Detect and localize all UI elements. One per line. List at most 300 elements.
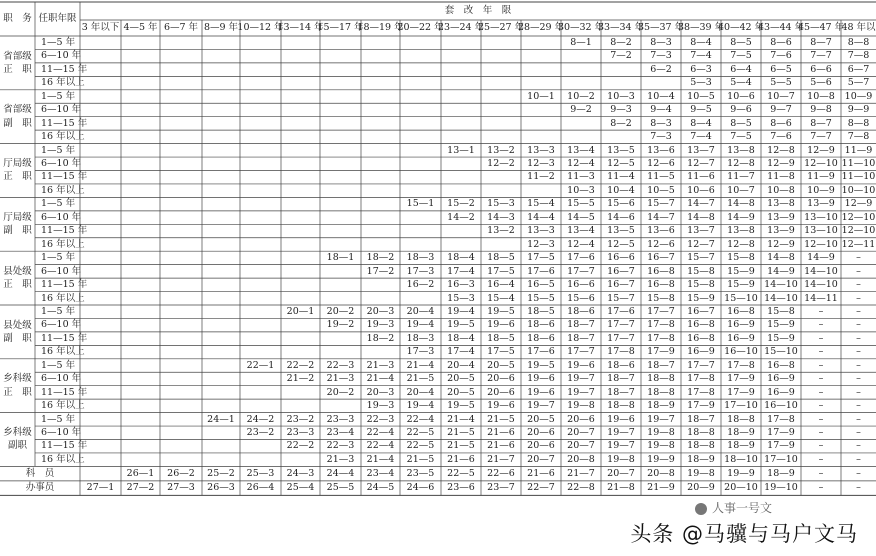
- grade-cell: 7—3: [650, 50, 672, 62]
- grade-cell: 18—7: [607, 386, 635, 398]
- grade-cell: 19—7: [607, 427, 635, 439]
- grade-cell: –: [818, 413, 824, 425]
- grade-cell: 16—4: [487, 279, 515, 291]
- grade-cell: 19—7: [607, 440, 635, 452]
- grade-cell: 22—7: [527, 482, 555, 494]
- single-row-label: 科 员: [25, 467, 55, 479]
- grade-cell: 21—5: [406, 373, 435, 385]
- grade-cell: 21—5: [487, 413, 515, 425]
- grade-cell: 11—10: [841, 158, 876, 170]
- grade-cell: 22—4: [366, 440, 395, 452]
- grade-cell: 17—5: [487, 346, 515, 358]
- grade-cell: 25—3: [246, 467, 275, 479]
- grade-cell: 14—8: [727, 198, 755, 210]
- grade-cell: 12—4: [567, 158, 595, 170]
- position-category-line: 省部级: [3, 50, 32, 62]
- grade-cell: 23—5: [406, 467, 435, 479]
- grade-cell: 19—5: [447, 319, 475, 331]
- grade-cell: 17—9: [647, 346, 675, 358]
- grade-cell: 15—9: [767, 332, 795, 344]
- grade-cell: 7—4: [690, 50, 712, 62]
- grade-cell: 18—2: [366, 252, 395, 264]
- grade-cell: 7—7: [810, 131, 832, 143]
- grade-cell: 7—5: [730, 131, 752, 143]
- grade-cell: 24—4: [326, 467, 355, 479]
- grade-cell: 18—7: [607, 373, 635, 385]
- grade-cell: 20—4: [406, 305, 435, 317]
- grade-cell: 6—7: [847, 63, 870, 75]
- sub-watermark-text: 人事一号文: [711, 501, 772, 515]
- grade-cell: 9—3: [610, 104, 632, 116]
- grade-cell: 20—8: [647, 467, 675, 479]
- tenure-label: 1—5 年: [41, 413, 76, 425]
- grade-cell: 10—6: [727, 90, 755, 102]
- grade-cell: 16—7: [687, 305, 715, 317]
- grade-cell: 22—8: [567, 482, 595, 494]
- grade-cell: 14—8: [687, 211, 715, 223]
- grade-cell: 12—4: [567, 238, 595, 250]
- grade-cell: 16—8: [767, 359, 795, 371]
- tenure-label: 1—5 年: [41, 36, 76, 48]
- grade-cell: 13—6: [647, 144, 675, 156]
- grade-cell: 20—4: [447, 359, 475, 371]
- grade-cell: 13—3: [527, 225, 555, 237]
- grade-cell: 12—9: [844, 198, 873, 210]
- grade-cell: 24—2: [246, 413, 275, 425]
- grade-cell: 13—7: [687, 225, 715, 237]
- grade-cell: –: [818, 440, 824, 452]
- tenure-label: 6—10 年: [41, 158, 82, 170]
- grade-cell: 19—7: [567, 386, 595, 398]
- grade-cell: 19—8: [647, 440, 675, 452]
- grade-cell: 24—1: [207, 413, 235, 425]
- grade-cell: 23—6: [447, 482, 475, 494]
- grade-cell: –: [856, 467, 861, 479]
- grade-cell: 9—8: [810, 104, 832, 116]
- grade-cell: 20—3: [366, 305, 395, 317]
- grade-cell: 10—8: [767, 184, 795, 196]
- grade-cell: 10—5: [687, 90, 715, 102]
- grade-cell: –: [856, 386, 861, 398]
- tenure-label: 11—15 年: [41, 117, 88, 129]
- grade-cell: 15—9: [727, 265, 755, 277]
- grade-cell: 14—2: [447, 211, 475, 223]
- grade-cell: 18—7: [567, 332, 595, 344]
- grade-cell: 8—8: [847, 36, 870, 48]
- grade-cell: 11—4: [607, 171, 635, 183]
- grade-cell: 18—6: [527, 332, 555, 344]
- grade-cell: 12—9: [767, 158, 795, 170]
- grade-cell: 23—2: [246, 427, 275, 439]
- grade-cell: –: [856, 413, 861, 425]
- grade-cell: 16—2: [406, 279, 435, 291]
- grade-cell: 17—8: [647, 319, 675, 331]
- grade-cell: 20—6: [567, 413, 595, 425]
- grade-cell: 16—7: [607, 265, 635, 277]
- grade-cell: 21—3: [326, 373, 355, 385]
- grade-cell: 22—6: [487, 467, 515, 479]
- grade-cell: 17—3: [406, 346, 435, 358]
- column-header: 6—7 年: [163, 22, 199, 34]
- grade-cell: 22—3: [326, 440, 355, 452]
- grade-cell: 23—3: [286, 427, 315, 439]
- grade-cell: 20—3: [366, 386, 395, 398]
- grade-cell: 10—8: [807, 90, 835, 102]
- grade-cell: 18—9: [727, 427, 755, 439]
- tenure-label: 6—10 年: [41, 104, 82, 116]
- grade-cell: 12—7: [687, 238, 715, 250]
- grade-cell: 24—5: [366, 482, 395, 494]
- grade-cell: 18—5: [487, 252, 515, 264]
- grade-cell: 8—7: [810, 36, 832, 48]
- grade-cell: 16—9: [767, 386, 795, 398]
- grade-cell: 18—9: [647, 400, 675, 412]
- grade-cell: 10—7: [767, 90, 795, 102]
- grade-cell: 19—8: [567, 400, 595, 412]
- grade-cell: 17—7: [567, 346, 595, 358]
- tenure-label: 16 年以上: [41, 184, 85, 196]
- tenure-label: 6—10 年: [41, 50, 82, 62]
- grade-cell: 8—2: [610, 36, 632, 48]
- column-header: 8—9 年: [203, 22, 239, 34]
- grade-cell: 17—6: [607, 305, 635, 317]
- grade-cell: 11—5: [647, 171, 675, 183]
- grade-cell: –: [856, 373, 861, 385]
- grade-cell: 18—8: [687, 440, 715, 452]
- grade-cell: 10—9: [844, 90, 873, 102]
- grade-cell: 15—2: [447, 198, 475, 210]
- grade-cell: –: [856, 319, 861, 331]
- grade-cell: 18—4: [447, 332, 475, 344]
- position-category-line: 县处级: [3, 265, 32, 277]
- grade-cell: 12—8: [767, 144, 795, 156]
- grade-cell: 13—8: [727, 144, 755, 156]
- position-category-line: 正 职: [3, 386, 32, 398]
- grade-cell: 17—7: [607, 332, 635, 344]
- grade-cell: 19—6: [487, 400, 515, 412]
- tenure-label: 1—5 年: [41, 359, 76, 371]
- tenure-label: 16 年以上: [41, 292, 85, 304]
- grade-cell: 16—8: [647, 279, 675, 291]
- tenure-label: 16 年以上: [41, 400, 85, 412]
- grade-cell: 18—4: [447, 252, 475, 264]
- grade-cell: 15—8: [647, 292, 675, 304]
- grade-cell: –: [856, 279, 861, 291]
- grade-cell: 7—8: [847, 131, 870, 143]
- grade-cell: 22—5: [447, 467, 475, 479]
- grade-cell: 7—5: [730, 50, 752, 62]
- grade-cell: –: [818, 319, 824, 331]
- grade-cell: 6—3: [690, 63, 712, 75]
- tenure-label: 11—15 年: [41, 225, 88, 237]
- grade-cell: 21—2: [286, 373, 315, 385]
- grade-cell: 14—9: [767, 265, 795, 277]
- column-header: 35—37 年: [637, 22, 685, 34]
- grade-cell: 16—6: [607, 252, 635, 264]
- column-header: 28—29 年: [517, 22, 565, 34]
- grade-cell: 12—6: [647, 238, 675, 250]
- grade-cell: 16—8: [687, 332, 715, 344]
- grade-cell: 14—7: [687, 198, 715, 210]
- grade-cell: 22—2: [286, 440, 315, 452]
- position-category-line: 正 职: [3, 171, 32, 183]
- grade-cell: –: [856, 359, 861, 371]
- grade-cell: 9—5: [690, 104, 712, 116]
- column-header: 45—47 年: [797, 22, 845, 34]
- grade-cell: 17—2: [366, 265, 395, 277]
- column-header: 13—14 年: [277, 22, 324, 34]
- grade-cell: 16—10: [764, 400, 798, 412]
- grade-cell: 20—5: [447, 386, 475, 398]
- position-category-line: 副 职: [3, 332, 32, 344]
- grade-cell: 15—8: [767, 305, 795, 317]
- grade-cell: 15—6: [607, 198, 635, 210]
- grade-cell: 20—4: [406, 386, 435, 398]
- grade-cell: 16—7: [647, 252, 675, 264]
- grade-cell: 27—1: [86, 482, 115, 494]
- grade-cell: 13—1: [447, 144, 475, 156]
- grade-cell: 16—8: [727, 305, 755, 317]
- grade-cell: 26—2: [167, 467, 195, 479]
- grade-cell: 20—7: [527, 453, 555, 465]
- grade-cell: 12—10: [841, 225, 876, 237]
- grade-cell: 19—7: [527, 400, 555, 412]
- grade-cell: 15—7: [607, 292, 635, 304]
- tenure-label: 1—5 年: [41, 90, 76, 102]
- grade-cell: 19—7: [567, 373, 595, 385]
- grade-cell: 8—3: [650, 117, 672, 129]
- grade-cell: 13—5: [607, 144, 635, 156]
- grade-cell: 12—7: [687, 158, 715, 170]
- column-header: 15—17 年: [317, 22, 364, 34]
- tenure-label: 6—10 年: [41, 373, 82, 385]
- grade-cell: 22—5: [406, 440, 435, 452]
- grade-cell: 13—4: [567, 144, 595, 156]
- tenure-label: 1—5 年: [41, 198, 76, 210]
- grade-cell: 17—9: [767, 440, 795, 452]
- column-header: 33—34 年: [597, 22, 645, 34]
- tenure-label: 16 年以上: [41, 453, 85, 465]
- grade-cell: 18—10: [724, 453, 758, 465]
- grade-cell: 16—6: [567, 279, 595, 291]
- grade-cell: 16—8: [687, 319, 715, 331]
- grade-cell: 23—7: [487, 482, 515, 494]
- grade-cell: 27—3: [167, 482, 195, 494]
- grade-cell: 27—2: [126, 482, 155, 494]
- header-tenure: 任职年限: [38, 13, 77, 25]
- tenure-label: 16 年以上: [41, 238, 85, 250]
- grade-cell: 10—10: [841, 184, 876, 196]
- position-category-line: 厅局级: [3, 211, 32, 223]
- grade-cell: 18—2: [366, 332, 395, 344]
- grade-cell: 14—4: [527, 211, 555, 223]
- grade-cell: 20—6: [527, 427, 555, 439]
- grade-cell: 25—2: [207, 467, 235, 479]
- grade-cell: 16—9: [727, 319, 755, 331]
- grade-cell: 19—9: [647, 453, 675, 465]
- grade-cell: –: [818, 305, 824, 317]
- grade-cell: 18—7: [647, 359, 675, 371]
- grade-cell: 17—4: [447, 265, 475, 277]
- position-category-line: 县处级: [3, 319, 32, 331]
- grade-cell: 12—6: [647, 158, 675, 170]
- grade-cell: 10—4: [607, 184, 635, 196]
- grade-cell: 12—10: [804, 238, 838, 250]
- position-category-line: 厅局级: [3, 158, 32, 170]
- grade-cell: 10—6: [687, 184, 715, 196]
- grade-cell: 14—9: [807, 252, 835, 264]
- grade-cell: 15—5: [527, 292, 555, 304]
- tenure-label: 1—5 年: [41, 305, 76, 317]
- grade-cell: 19—6: [527, 386, 555, 398]
- grade-cell: 9—4: [650, 104, 672, 116]
- grade-cell: 18—8: [647, 386, 675, 398]
- grade-cell: –: [856, 292, 861, 304]
- grade-cell: 15—9: [687, 292, 715, 304]
- grade-cell: –: [818, 346, 824, 358]
- grade-cell: 25—5: [326, 482, 355, 494]
- grade-cell: 10—3: [607, 90, 635, 102]
- grade-cell: 18—7: [687, 413, 715, 425]
- grade-cell: 7—4: [690, 131, 712, 143]
- grade-cell: 13—5: [607, 225, 635, 237]
- grade-cell: 17—8: [687, 386, 715, 398]
- grade-cell: 6—5: [770, 63, 792, 75]
- grade-cell: 8—7: [810, 117, 832, 129]
- grade-cell: 5—6: [810, 77, 832, 89]
- grade-cell: 18—7: [567, 319, 595, 331]
- grade-cell: 17—8: [647, 332, 675, 344]
- header-span-title: 套 改 年 限: [444, 5, 512, 17]
- grade-cell: 22—3: [326, 359, 355, 371]
- grade-cell: –: [856, 400, 861, 412]
- grade-cell: 21—6: [527, 467, 555, 479]
- grade-cell: 15—9: [727, 279, 755, 291]
- tenure-label: 6—10 年: [41, 265, 82, 277]
- grade-cell: 9—9: [847, 104, 870, 116]
- tenure-label: 16 年以上: [41, 77, 85, 89]
- header-position: 职 务: [3, 13, 32, 25]
- grade-cell: 17—7: [647, 305, 675, 317]
- grade-cell: –: [856, 252, 861, 264]
- grade-cell: 17—9: [727, 386, 755, 398]
- grade-cell: –: [856, 265, 861, 277]
- grade-cell: 6—4: [730, 63, 752, 75]
- column-header: 18—19 年: [357, 22, 404, 34]
- grade-cell: 15—8: [727, 252, 755, 264]
- position-category-line: 正 职: [3, 279, 32, 291]
- grade-cell: 26—3: [207, 482, 235, 494]
- grade-cell: 13—9: [807, 198, 835, 210]
- grade-cell: 17—6: [527, 346, 555, 358]
- grade-cell: 19—6: [487, 319, 515, 331]
- grade-cell: 10—5: [647, 184, 675, 196]
- grade-cell: 22—5: [406, 427, 435, 439]
- grade-cell: 11—7: [727, 171, 755, 183]
- grade-cell: 16—9: [727, 332, 755, 344]
- tenure-label: 1—5 年: [41, 144, 76, 156]
- grade-cell: 19—9: [727, 467, 755, 479]
- grade-cell: 11—8: [767, 171, 795, 183]
- position-category-line: 省部级: [3, 104, 32, 116]
- grade-cell: 12—9: [767, 238, 795, 250]
- grade-cell: 19—6: [527, 373, 555, 385]
- grade-cell: 20—6: [527, 440, 555, 452]
- grade-cell: 21—4: [366, 373, 395, 385]
- grade-cell: 6—6: [810, 63, 832, 75]
- grade-cell: 17—5: [487, 265, 515, 277]
- grade-cell: 21—7: [487, 453, 515, 465]
- grade-cell: 15—7: [687, 252, 715, 264]
- grade-cell: 8—6: [770, 36, 792, 48]
- grade-cell: 17—10: [764, 453, 798, 465]
- grade-cell: 25—4: [286, 482, 315, 494]
- grade-cell: 12—8: [727, 238, 755, 250]
- grade-cell: 20—5: [527, 413, 555, 425]
- grade-cell: 19—8: [687, 467, 715, 479]
- grade-cell: 17—8: [767, 413, 795, 425]
- grade-cell: 19—5: [487, 305, 515, 317]
- grade-cell: 13—4: [567, 225, 595, 237]
- grade-cell: 19—8: [607, 453, 635, 465]
- grade-cell: 20—9: [687, 482, 715, 494]
- grade-cell: 13—8: [727, 225, 755, 237]
- grade-cell: 18—6: [607, 359, 635, 371]
- grade-cell: 11—3: [567, 171, 595, 183]
- tenure-label: 6—10 年: [41, 427, 82, 439]
- grade-cell: 13—10: [804, 225, 838, 237]
- grade-cell: 23—2: [286, 413, 315, 425]
- grade-cell: 12—2: [487, 158, 515, 170]
- grade-cell: 12—3: [527, 158, 555, 170]
- grade-cell: 14—3: [487, 211, 515, 223]
- grade-cell: 15—8: [687, 279, 715, 291]
- tenure-label: 11—15 年: [41, 63, 88, 75]
- grade-cell: 21—6: [487, 427, 515, 439]
- grade-cell: 17—9: [687, 400, 715, 412]
- grade-cell: 23—4: [366, 467, 395, 479]
- grade-cell: 16—8: [647, 265, 675, 277]
- grade-cell: 13—9: [767, 211, 795, 223]
- column-header: 10—12 年: [237, 22, 284, 34]
- grade-cell: 19—10: [764, 482, 798, 494]
- grade-cell: 15—6: [567, 292, 595, 304]
- grade-cell: 17—5: [527, 252, 555, 264]
- grade-cell: 20—7: [567, 427, 595, 439]
- grade-cell: 5—3: [690, 77, 712, 89]
- grade-cell: 21—5: [447, 427, 475, 439]
- grade-cell: 13—10: [804, 211, 838, 223]
- grade-cell: 18—3: [406, 332, 435, 344]
- grade-cell: 11—10: [841, 171, 876, 183]
- grade-cell: 15—1: [406, 198, 435, 210]
- grade-cell: 10—4: [647, 90, 675, 102]
- grade-cell: 9—2: [570, 104, 592, 116]
- grade-cell: 17—6: [527, 265, 555, 277]
- grade-cell: –: [856, 453, 861, 465]
- column-header: 3 年以下: [81, 22, 120, 34]
- grade-cell: 22—1: [246, 359, 275, 371]
- grade-cell: 18—8: [687, 427, 715, 439]
- grade-cell: 11—9: [844, 144, 873, 156]
- grade-cell: 15—4: [527, 198, 555, 210]
- grade-cell: 15—3: [447, 292, 475, 304]
- grade-cell: 8—5: [730, 36, 752, 48]
- grade-cell: –: [856, 427, 861, 439]
- grade-cell: 18—9: [687, 453, 715, 465]
- grade-cell: 21—6: [487, 440, 515, 452]
- grade-cell: 26—1: [126, 467, 155, 479]
